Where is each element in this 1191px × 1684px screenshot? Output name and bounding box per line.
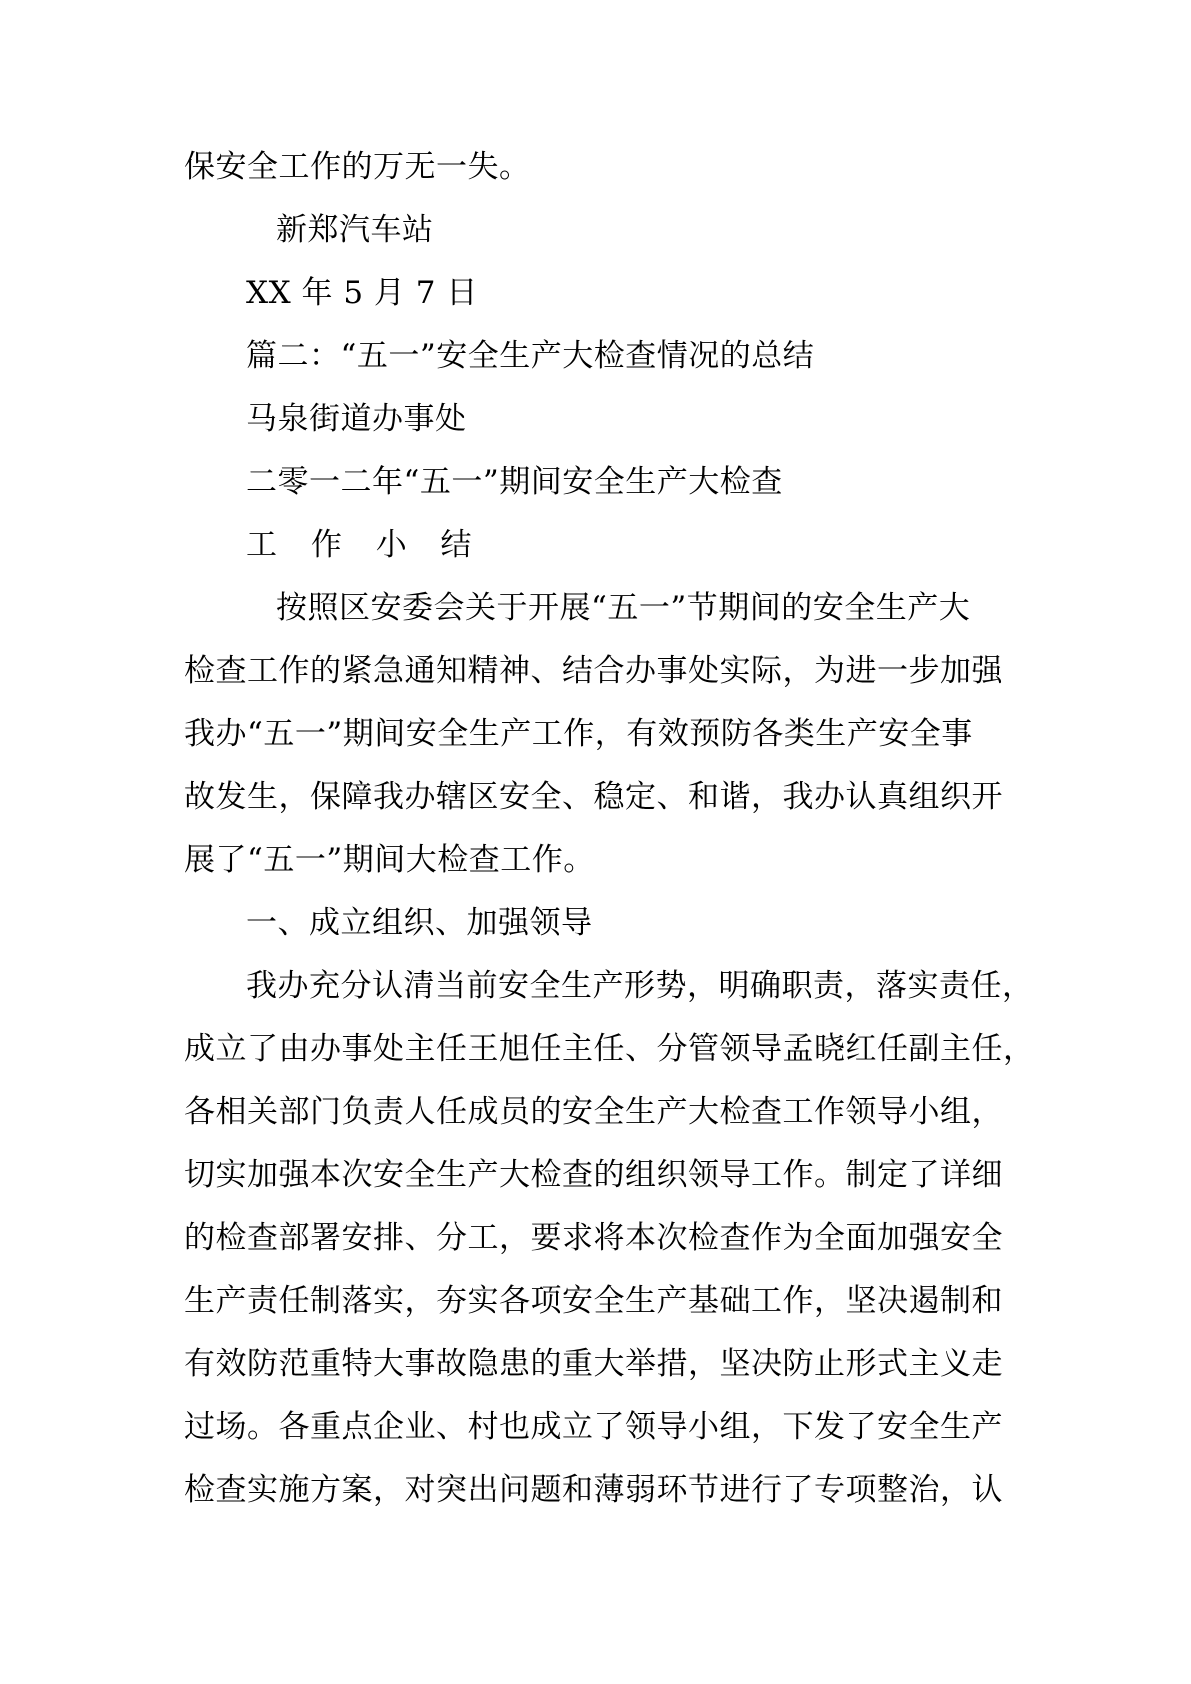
paragraph-line: 展了“五一”期间大检查工作。 [184,842,595,878]
paragraph-line: 我办“五一”期间安全生产工作，有效预防各类生产安全事 [184,716,973,752]
report-subtitle: 工 作 小 结 [246,527,484,563]
paragraph-line: 切实加强本次安全生产大检查的组织领导工作。制定了详细 [184,1157,1003,1193]
paragraph-line: 故发生，保障我办辖区安全、稳定、和谐，我办认真组织开 [184,779,1003,815]
section-title: 篇二：“五一”安全生产大检查情况的总结 [246,338,815,374]
document-body [184,136,1035,1522]
paragraph-line: 我办充分认清当前安全生产形势，明确职责，落实责任， [246,968,1034,1004]
paragraph-line: 的检查部署安排、分工，要求将本次检查作为全面加强安全 [184,1220,1003,1256]
paragraph-line: 过场。各重点企业、村也成立了领导小组，下发了安全生产 [184,1409,1003,1445]
paragraph-line: 检查实施方案，对突出问题和薄弱环节进行了专项整治，认 [184,1472,1003,1508]
report-title: 二零一二年“五一”期间安全生产大检查 [246,464,783,500]
paragraph-line: 生产责任制落实，夯实各项安全生产基础工作，坚决遏制和 [184,1283,1003,1319]
paragraph-line: 保安全工作的万无一失。 [184,149,531,185]
paragraph-line: 各相关部门负责人任成员的安全生产大检查工作领导小组， [184,1094,1003,1130]
paragraph-line: 按照区安委会关于开展“五一”节期间的安全生产大 [276,590,971,626]
signature-organization: 新郑汽车站 [276,212,434,248]
signature-date: XX 年 5 月 7 日 [246,275,478,311]
section-heading: 一、成立组织、加强领导 [246,905,593,941]
paragraph-line: 有效防范重特大事故隐患的重大举措，坚决防止形式主义走 [184,1346,1003,1382]
issuing-office: 马泉街道办事处 [246,401,467,437]
paragraph-line: 成立了由办事处主任王旭任主任、分管领导孟晓红任副主任， [184,1031,1035,1067]
paragraph-line: 检查工作的紧急通知精神、结合办事处实际，为进一步加强 [184,653,1003,689]
